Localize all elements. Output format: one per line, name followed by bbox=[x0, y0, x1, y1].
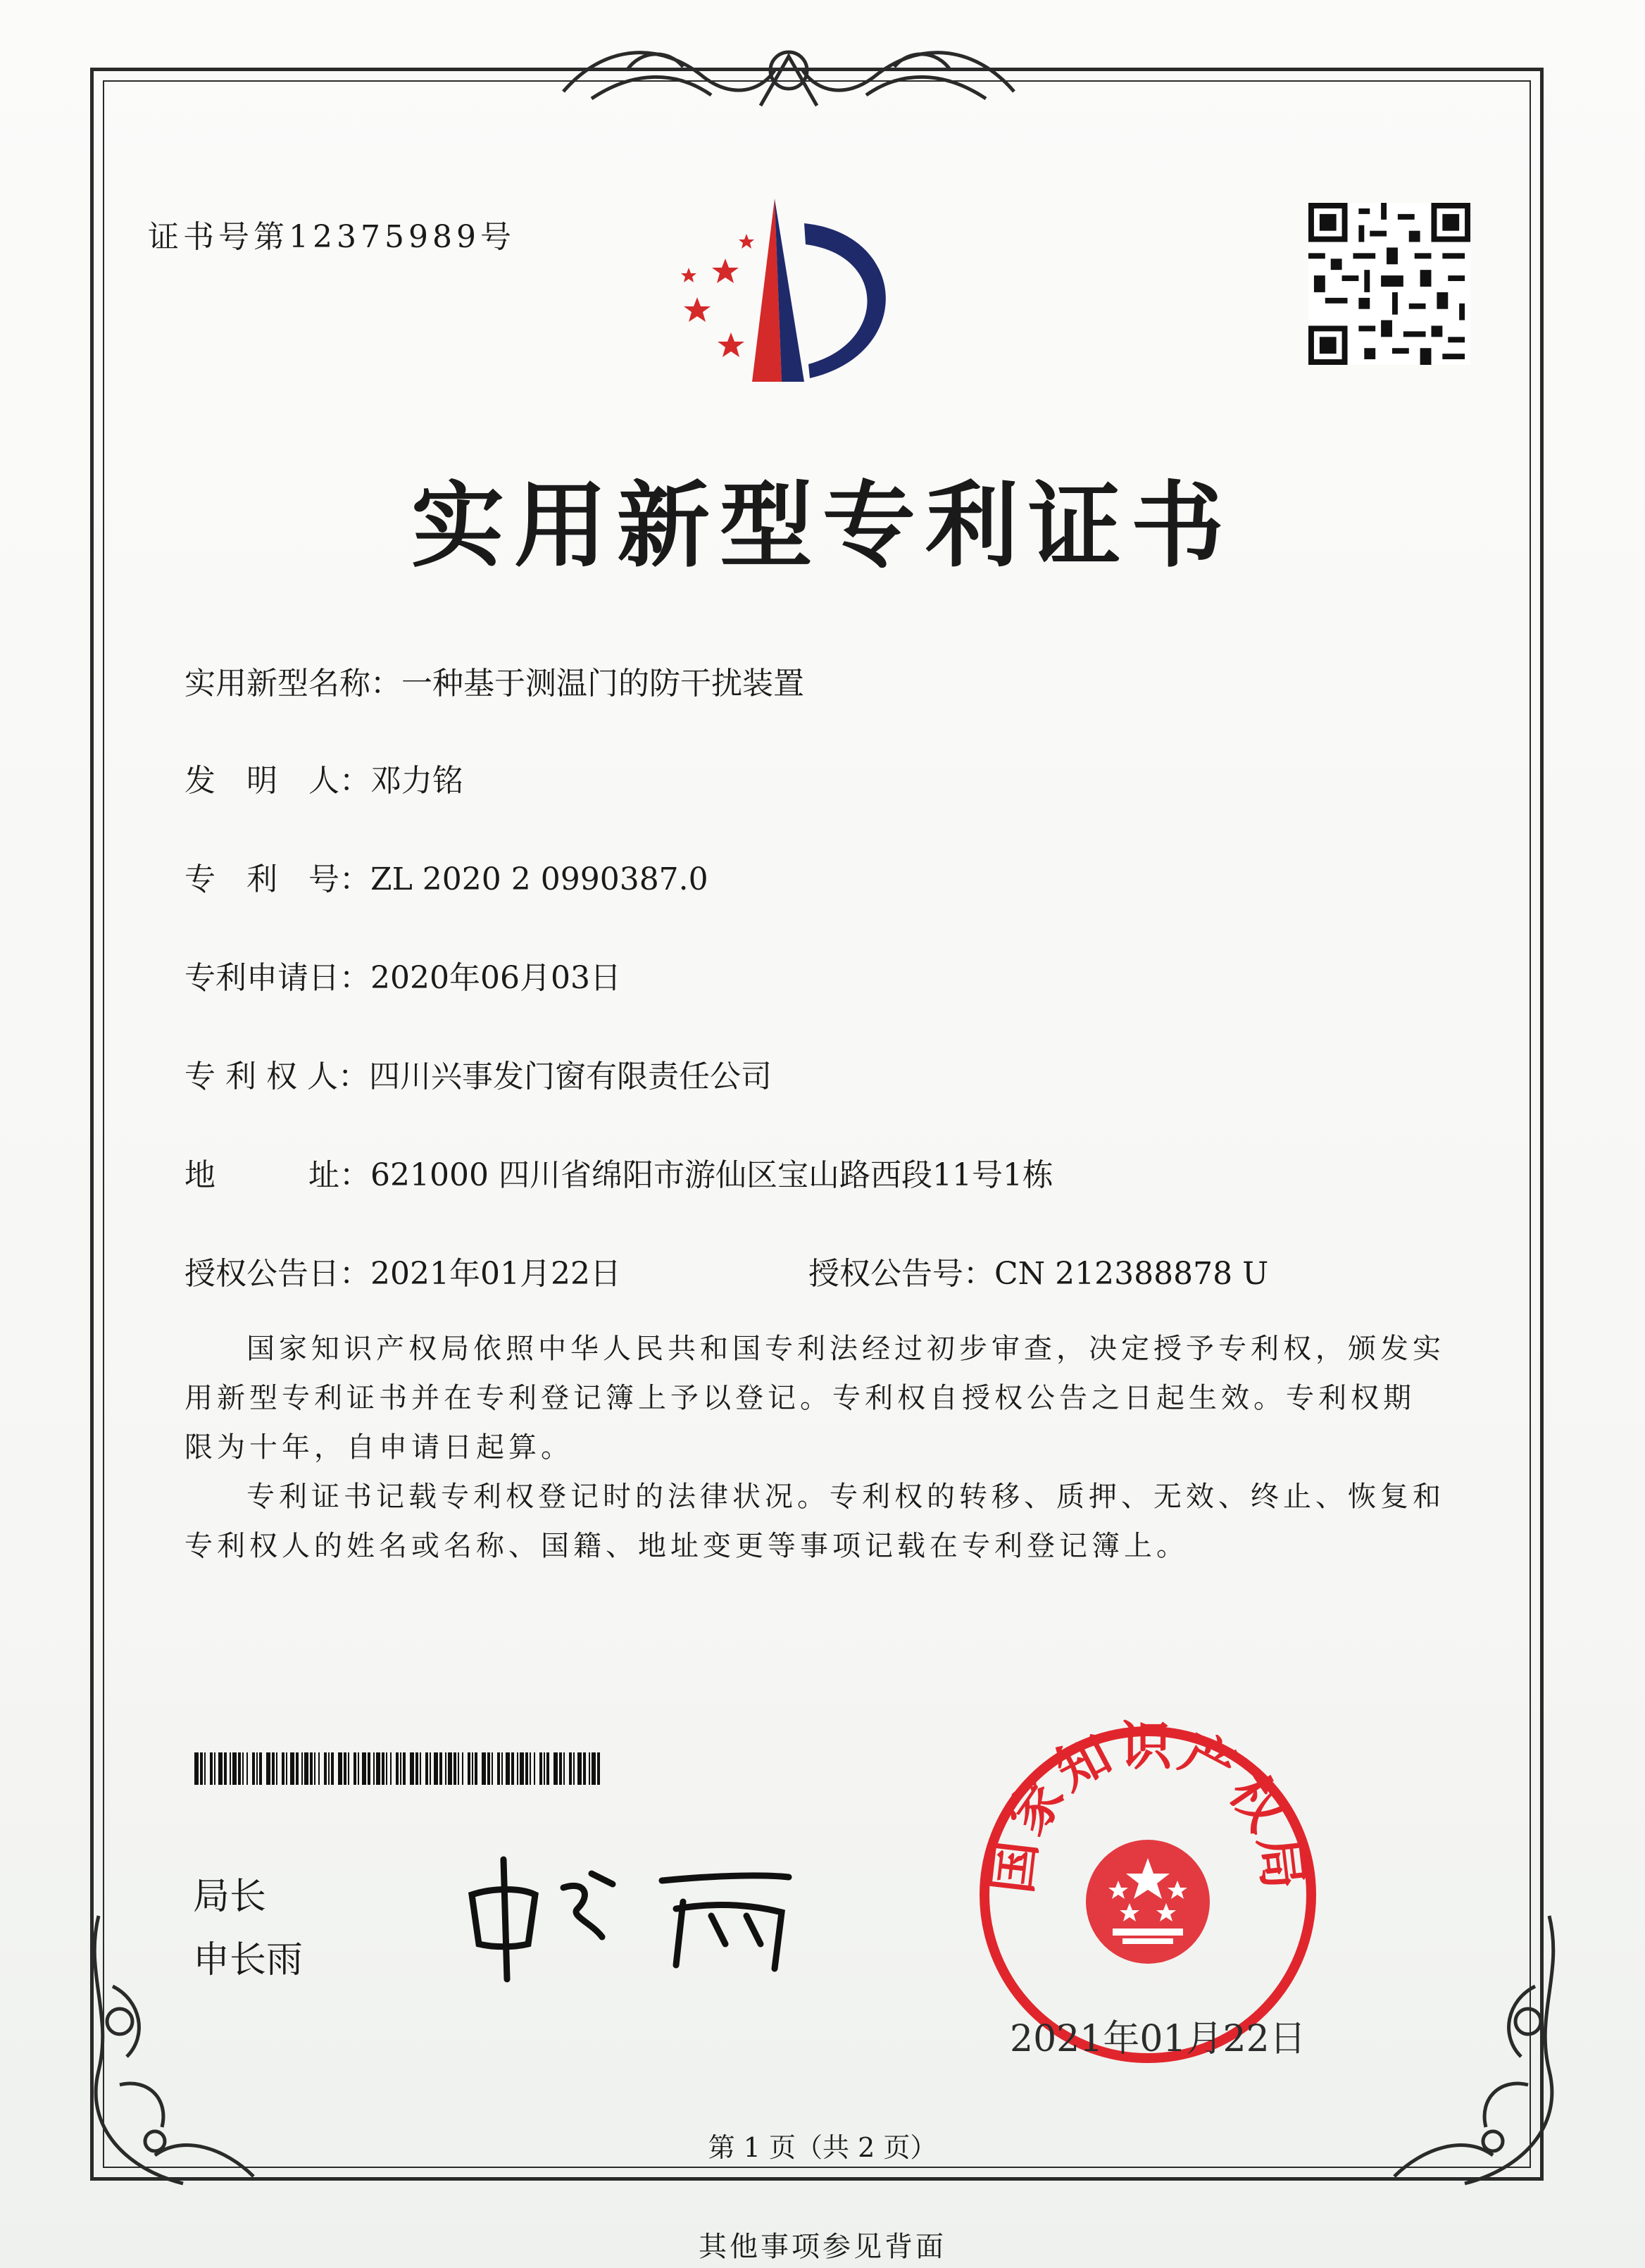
patent-number-label: 专 利 号： bbox=[184, 861, 370, 897]
statement-paragraph-1: 国家知识产权局依照中华人民共和国专利法经过初步审查，决定授予专利权，颁发实用新型专利证书并在专利登记簿上予以登记。专利权自授权公告之日起生效。专利权期限为十年，自申请日起算。 bbox=[184, 1333, 1445, 1464]
patentee-value: 四川兴事发门窗有限责任公司 bbox=[368, 1059, 772, 1095]
address-row bbox=[184, 1149, 1053, 1195]
filing-date-row bbox=[184, 952, 621, 997]
barcode-bar bbox=[482, 1752, 486, 1785]
barcode-bar bbox=[318, 1752, 320, 1785]
barcode-bar bbox=[448, 1752, 452, 1785]
patent-number-value: ZL 2020 2 0990387.0 bbox=[370, 861, 708, 897]
barcode-bar bbox=[362, 1752, 366, 1785]
barcode-bar bbox=[458, 1752, 459, 1785]
utility-model-name-row bbox=[184, 658, 804, 703]
barcode-bar bbox=[230, 1752, 231, 1785]
barcode-bar bbox=[468, 1752, 470, 1785]
grant-date-value: 2021年01月22日 bbox=[370, 1256, 621, 1292]
barcode-bar bbox=[256, 1752, 258, 1785]
barcode-bar bbox=[331, 1752, 334, 1785]
address-value: 621000 四川省绵阳市游仙区宝山路西段11号1栋 bbox=[370, 1157, 1053, 1193]
director-name: 申长雨 bbox=[193, 1939, 304, 1981]
barcode-bar bbox=[569, 1752, 572, 1785]
inventor-label: 发 明 人： bbox=[184, 763, 370, 799]
grant-date-label: 授权公告日： bbox=[184, 1256, 370, 1292]
barcode-bar bbox=[462, 1752, 463, 1785]
barcode-bar bbox=[589, 1752, 590, 1785]
barcode-bar bbox=[425, 1752, 428, 1785]
barcode-bar bbox=[238, 1752, 241, 1785]
grant-publication-row bbox=[808, 1248, 1268, 1293]
barcode-bar bbox=[204, 1752, 206, 1785]
barcode-bar bbox=[597, 1752, 600, 1785]
director-title: 局长 bbox=[193, 1876, 267, 1918]
barcode-bar bbox=[390, 1752, 392, 1785]
barcode-bar bbox=[445, 1752, 446, 1785]
barcode-bar bbox=[386, 1752, 387, 1785]
barcode-bar bbox=[410, 1752, 414, 1785]
barcode-bar bbox=[276, 1752, 277, 1785]
barcode-bar bbox=[200, 1752, 203, 1785]
certificate-title: 实用新型专利证书 bbox=[411, 471, 1234, 580]
utility-model-name-label: 实用新型名称： bbox=[184, 666, 401, 702]
patentee-label: 专 利 权 人： bbox=[184, 1059, 369, 1095]
barcode-bar bbox=[539, 1752, 542, 1785]
barcode-bar bbox=[530, 1752, 531, 1785]
barcode-bar bbox=[272, 1752, 275, 1785]
grant-publication-label: 授权公告号： bbox=[808, 1256, 994, 1292]
grant-publication-value: CN 212388878 U bbox=[994, 1256, 1269, 1292]
barcode-bar bbox=[252, 1752, 255, 1785]
barcode-bar bbox=[310, 1752, 313, 1785]
barcode-bar bbox=[194, 1752, 199, 1785]
barcode-bar bbox=[242, 1752, 244, 1785]
barcode-bar bbox=[592, 1752, 596, 1785]
barcode-bar bbox=[573, 1752, 575, 1785]
barcode-bar bbox=[382, 1752, 384, 1785]
barcode-bar bbox=[534, 1752, 535, 1785]
barcode-bar bbox=[430, 1752, 431, 1785]
barcode-bar bbox=[546, 1752, 549, 1785]
barcode-bar bbox=[501, 1752, 503, 1785]
barcode-bar bbox=[544, 1752, 545, 1785]
barcode-bar bbox=[492, 1752, 493, 1785]
certificate-number: 证书号第12375989号 bbox=[148, 219, 515, 255]
barcode-bar bbox=[324, 1752, 327, 1785]
barcode-bar bbox=[553, 1752, 558, 1785]
address-label: 地 址： bbox=[184, 1157, 370, 1193]
barcode-bar bbox=[400, 1752, 401, 1785]
barcode-bar bbox=[314, 1752, 315, 1785]
barcode-bar bbox=[420, 1752, 421, 1785]
seal-text: 国家知识产权局 bbox=[981, 1719, 1315, 1897]
barcode-bar bbox=[338, 1752, 342, 1785]
barcode-bar bbox=[259, 1752, 262, 1785]
barcode-bar bbox=[328, 1752, 330, 1785]
patentee-row bbox=[184, 1051, 772, 1096]
barcode-bar bbox=[559, 1752, 562, 1785]
utility-model-name-value: 一种基于测温门的防干扰装置 bbox=[401, 666, 804, 702]
barcode-bar bbox=[358, 1752, 359, 1785]
barcode-bar bbox=[290, 1752, 294, 1785]
barcode-bar bbox=[487, 1752, 490, 1785]
barcode-bar bbox=[210, 1752, 213, 1785]
barcode-bar bbox=[376, 1752, 380, 1785]
barcode-bar bbox=[373, 1752, 375, 1785]
barcode-bar bbox=[246, 1752, 248, 1785]
barcode-icon bbox=[194, 1752, 603, 1785]
barcode-bar bbox=[472, 1752, 473, 1785]
barcode-bar bbox=[282, 1752, 284, 1785]
director-signature bbox=[451, 1845, 817, 1986]
page-number: 第 1 页（共 2 页） bbox=[708, 2132, 937, 2163]
barcode-bar bbox=[511, 1752, 514, 1785]
barcode-bar bbox=[454, 1752, 456, 1785]
barcode-bar bbox=[301, 1752, 303, 1785]
qr-code-icon bbox=[1308, 203, 1470, 365]
barcode-bar bbox=[475, 1752, 477, 1785]
barcode-bar bbox=[577, 1752, 582, 1785]
barcode-bar bbox=[232, 1752, 237, 1785]
barcode-bar bbox=[354, 1752, 356, 1785]
barcode-bar bbox=[348, 1752, 349, 1785]
barcode-bar bbox=[224, 1752, 227, 1785]
barcode-bar bbox=[368, 1752, 370, 1785]
filing-date-value: 2020年06月03日 bbox=[370, 960, 621, 996]
barcode-bar bbox=[439, 1752, 442, 1785]
top-ornament-icon bbox=[549, 28, 1028, 120]
barcode-bar bbox=[583, 1752, 586, 1785]
barcode-bar bbox=[214, 1752, 215, 1785]
barcode-bar bbox=[304, 1752, 308, 1785]
filing-date-label: 专利申请日： bbox=[184, 960, 370, 996]
barcode-bar bbox=[506, 1752, 510, 1785]
barcode-bar bbox=[525, 1752, 528, 1785]
barcode-bar bbox=[497, 1752, 500, 1785]
barcode-bar bbox=[415, 1752, 418, 1785]
legal-statement bbox=[184, 1324, 1445, 1571]
seal-date: 2021年01月22日 bbox=[1010, 2018, 1306, 2060]
barcode-bar bbox=[218, 1752, 223, 1785]
barcode-bar bbox=[396, 1752, 399, 1785]
barcode-bar bbox=[403, 1752, 406, 1785]
patent-number-row bbox=[184, 854, 708, 899]
inventor-row bbox=[184, 755, 463, 800]
statement-paragraph-2: 专利证书记载专利权登记时的法律状况。专利权的转移、质押、无效、终止、恢复和专利权人的姓名或名称、国籍、地址变更等事项记载在专利登记簿上。 bbox=[184, 1481, 1445, 1562]
barcode-bar bbox=[296, 1752, 299, 1785]
grant-date-row bbox=[184, 1248, 621, 1293]
inventor-value: 邓力铭 bbox=[370, 763, 463, 799]
barcode-bar bbox=[517, 1752, 518, 1785]
barcode-bar bbox=[344, 1752, 346, 1785]
barcode-bar bbox=[266, 1752, 270, 1785]
barcode-bar bbox=[286, 1752, 287, 1785]
footer-note: 其他事项参见背面 bbox=[699, 2231, 946, 2263]
barcode-bar bbox=[434, 1752, 438, 1785]
barcode-bar bbox=[520, 1752, 524, 1785]
cnipa-logo-icon bbox=[676, 192, 944, 389]
barcode-bar bbox=[563, 1752, 565, 1785]
